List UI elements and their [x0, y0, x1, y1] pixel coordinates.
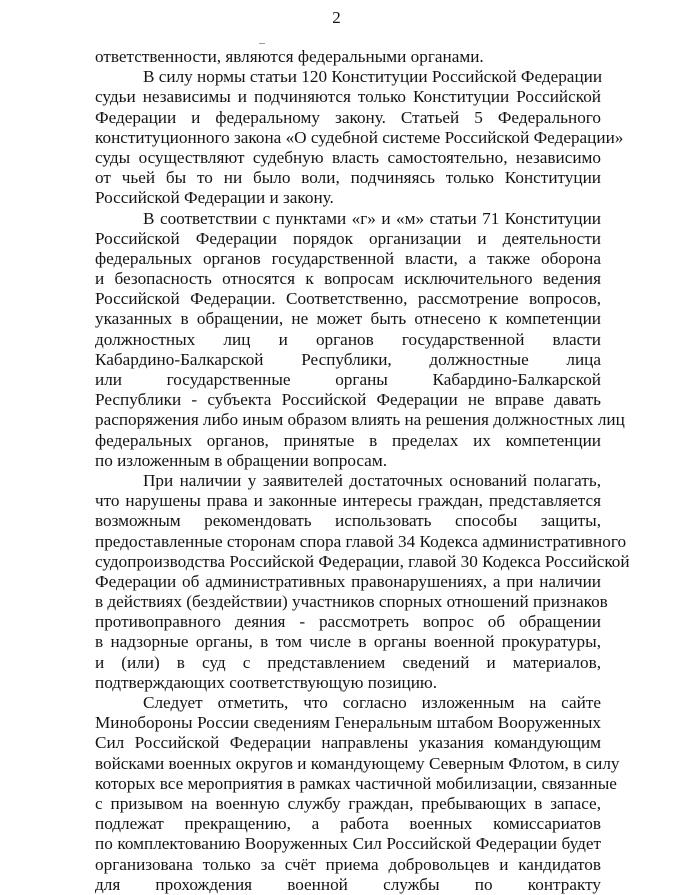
paragraph [95, 470, 630, 693]
paragraph [95, 67, 624, 208]
text-line: Сил Российской Федерации направлены указания командующим [95, 733, 601, 753]
text-line: федеральных органов государственной власти, а также оборона [95, 248, 601, 268]
text-line: Российской Федерации. Соответственно, рассмотрение вопросов, [95, 289, 601, 309]
text-line: подтверждающих соответствующую позицию. [95, 672, 438, 692]
text-line: Федерации об административных правонарушениях, а при наличии [95, 571, 601, 591]
text-line: предоставленные сторонам спора главой 34 Кодекса административного [95, 531, 627, 551]
text-line: противоправного деяния - рассмотреть вопрос об обращении [95, 612, 601, 632]
text-line: от чьей бы то ни было воли, подчиняясь только Конституции [95, 168, 601, 188]
text-line: Республики - субъекта Российской Федерации не вправе давать [95, 390, 601, 410]
text-line: в надзорные органы, в том числе в органы военной прокуратуры, [95, 632, 601, 652]
text-line: войсками военных округов и командующему Северным Флотом, в силу [95, 753, 620, 773]
text-line: федеральных органов, принятые в пределах их компетенции [95, 430, 601, 450]
text-line: Российской Федерации и закону. [95, 188, 334, 208]
paragraph [95, 693, 620, 895]
text-line: В силу нормы статьи 120 Конституции Российской Федерации [143, 67, 603, 87]
page-number: 2 [332, 8, 341, 27]
text-line: и безопасность относятся к вопросам исключительного ведения [95, 269, 601, 289]
text-line: Федерации и федеральному закону. Статьей 5 Федерального [95, 107, 601, 127]
text-line: распоряжения либо иным образом влиять на решения должностных лиц [95, 410, 625, 430]
text-line: Следует отметить, что согласно изложенным на сайте [143, 693, 601, 712]
text-line: которых все мероприятия в рамках частичной мобилизации, связанные [95, 773, 617, 793]
text-line: по изложенным в обращении вопросам. [95, 450, 387, 470]
text-line: конституционного закона «О судебной системе Российской Федерации» [95, 127, 624, 147]
text-line: и (или) в суд с представлением сведений и материалов, [95, 652, 601, 672]
text-line: При наличии у заявителей достаточных оснований полагать, [143, 470, 601, 490]
text-line: суды осуществляют судебную власть самостоятельно, независимо [95, 147, 601, 167]
text-line: в действиях (бездействии) участников спорных отношений признаков [95, 592, 608, 612]
scan-artifact [259, 43, 265, 44]
text-line: или государственные органы Кабардино-Балкарской [95, 370, 601, 389]
text-line: возможным рекомендовать использовать способы защиты, [95, 511, 601, 531]
text-line: Кабардино-Балкарской Республики, должностные лица [95, 349, 601, 369]
text-line: что нарушены права и законные интересы граждан, представляется [95, 491, 601, 511]
text-line: для прохождения военной службы по контракту [95, 874, 601, 894]
text-line: по комплектованию Вооруженных Сил Российской Федерации будет [95, 834, 601, 854]
text-line: В соответствии с пунктами «г» и «м» статьи 71 Конституции [143, 208, 601, 228]
text-line: с призывом на военную службу граждан, пребывающих в запасе, [95, 793, 601, 813]
text-line: указанных в обращении, не может быть отнесено к компетенции [95, 309, 601, 329]
paragraph [95, 47, 601, 67]
text-line: подлежат прекращению, а работа военных комиссариатов [95, 814, 601, 834]
paragraph [95, 208, 625, 471]
text-line: должностных лиц и органов государственной власти [95, 329, 601, 349]
text-line: ответственности, являются федеральными органами. [95, 47, 484, 66]
text-line: судьи независимы и подчиняются только Конституции Российской [95, 87, 601, 107]
text-line: организована только за счёт приема добровольцев и кандидатов [95, 854, 601, 874]
text-line: судопроизводства Российской Федерации, главой 30 Кодекса Российской [95, 551, 630, 571]
text-line: Минобороны России сведениям Генеральным штабом Вооруженных [95, 713, 601, 733]
body-text [95, 47, 630, 895]
text-line: Российской Федерации порядок организации и деятельности [95, 228, 601, 248]
